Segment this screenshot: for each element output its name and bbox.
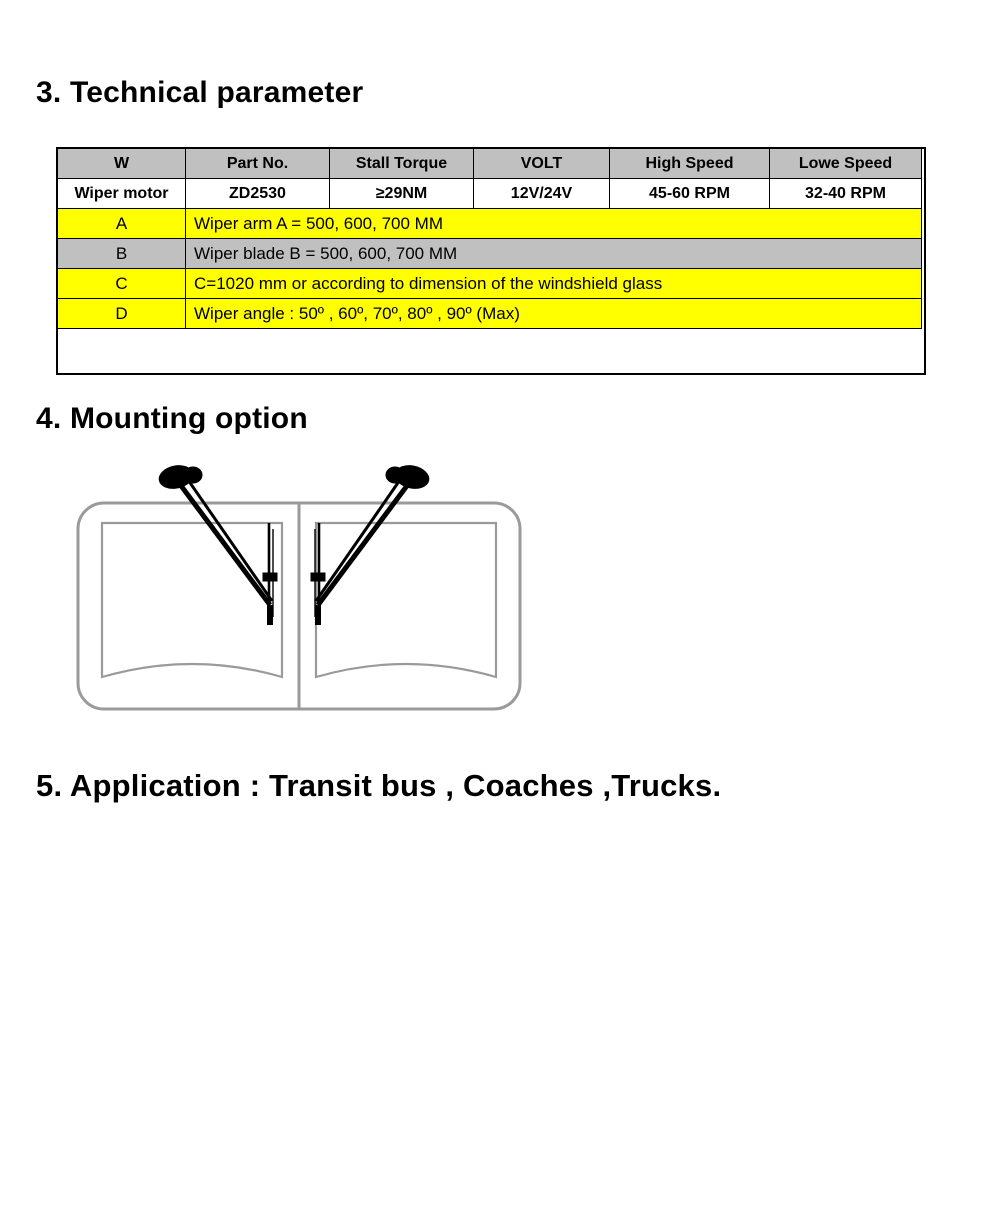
table-cell: ZD2530 [186,179,330,209]
table-cell-value: Wiper angle : 50º , 60º, 70º, 80º , 90º (Max) [186,299,922,329]
table-header-cell: High Speed [610,149,770,179]
table-cell: ≥29NM [330,179,474,209]
table-row [58,269,922,299]
technical-parameter-table [57,148,922,329]
table-header-cell: Lowe Speed [770,149,922,179]
table-cell-label: D [58,299,186,329]
table-cell-value: C=1020 mm or according to dimension of the windshield glass [186,269,922,299]
table-row [58,209,922,239]
table-row [58,239,922,269]
table-cell-label: C [58,269,186,299]
table-cell-label: A [58,209,186,239]
mounting-option-diagram [60,455,540,735]
table-header-row [58,149,922,179]
table-row [58,179,922,209]
table-cell: 45-60 RPM [610,179,770,209]
table-header-cell: Part No. [186,149,330,179]
table-header-cell: W [58,149,186,179]
table-row [58,299,922,329]
section-heading-technical-parameter: 3. Technical parameter [36,76,364,109]
table-cell-value: Wiper arm A = 500, 600, 700 MM [186,209,922,239]
table-cell: 12V/24V [474,179,610,209]
section-heading-mounting-option: 4. Mounting option [36,402,308,435]
table-cell-label: B [58,239,186,269]
table-cell-value: Wiper blade B = 500, 600, 700 MM [186,239,922,269]
table-header-cell: Stall Torque [330,149,474,179]
table-cell: Wiper motor [58,179,186,209]
table-header-cell: VOLT [474,149,610,179]
table-cell: 32-40 RPM [770,179,922,209]
section-heading-application: 5. Application : Transit bus , Coaches ,Trucks. [36,768,722,803]
